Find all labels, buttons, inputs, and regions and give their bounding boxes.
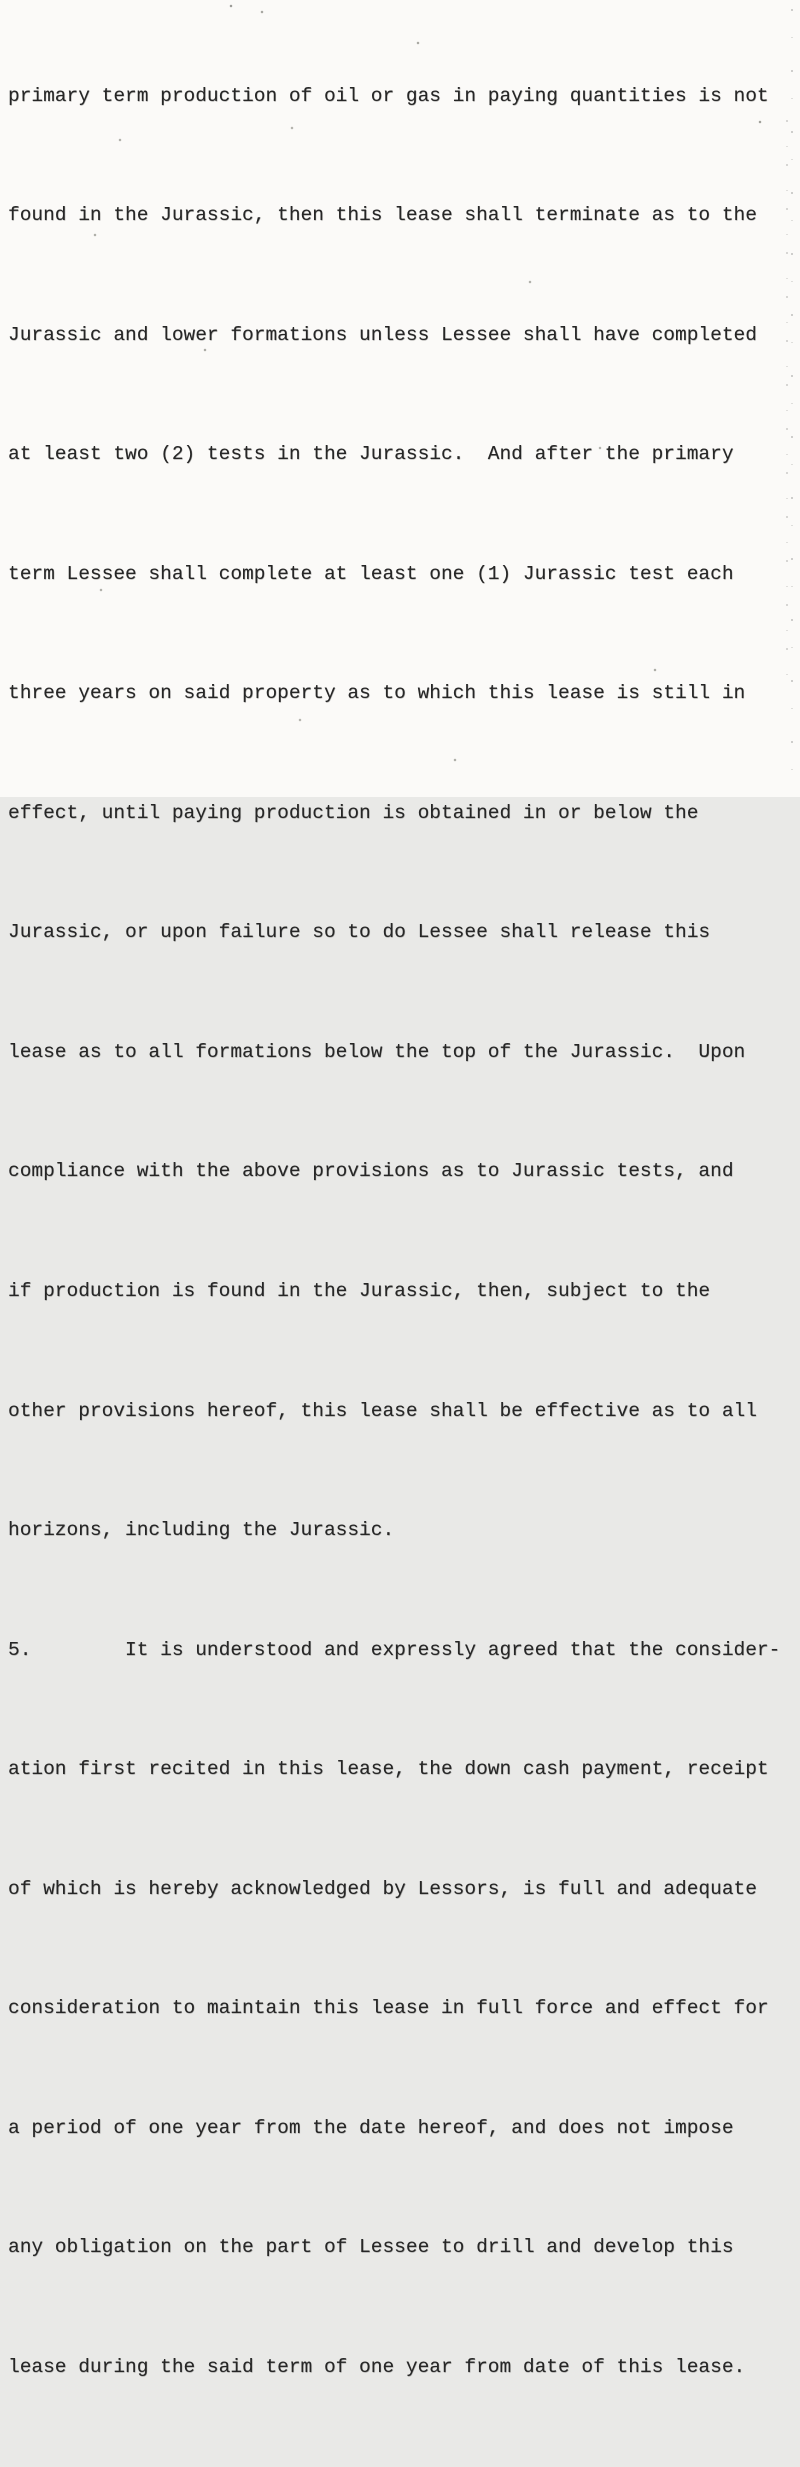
text-line: consideration to maintain this lease in full force and effect for [8,1997,769,2020]
text-line: ation first recited in this lease, the down cash payment, receipt [8,1758,769,1781]
text-line: found in the Jurassic, then this lease shall terminate as to the [8,204,757,227]
text-line: Jurassic, or upon failure so to do Lessee shall release this [8,921,711,944]
text-line paragraph-5-start: 5. It is understood and expressly agreed that the consider- [8,1638,781,1661]
text-line: at least two (2) tests in the Jurassic. And after the primary [8,443,734,466]
text-line: primary term production of oil or gas in paying quantities is not [8,84,769,107]
text-line: effect, until paying production is obtained in or below the [8,801,699,824]
text-line: lease during the said term of one year from date of this lease. [8,2355,746,2378]
text-line: compliance with the above provisions as to Jurassic tests, and [8,1160,734,1183]
text-line: a period of one year from the date hereof, and does not impose [8,2116,734,2139]
text-line: three years on said property as to which this lease is still in [8,682,746,705]
text-line: any obligation on the part of Lessee to drill and develop this [8,2236,734,2259]
text-line: Jurassic and lower formations unless Lessee shall have completed [8,323,757,346]
text-line: horizons, including the Jurassic. [8,1519,395,1542]
text-line: if production is found in the Jurassic, then, subject to the [8,1280,711,1302]
text-line: other provisions hereof, this lease shall be effective as to all [8,1399,757,1422]
lease-body-text [8,0,794,2467]
text-line: of which is hereby acknowledged by Lessors, is full and adequate [8,1877,757,1900]
text-line: term Lessee shall complete at least one (1) Jurassic test each [8,562,734,585]
text-line: lease as to all formations below the top of the Jurassic. Upon [8,1040,746,1063]
